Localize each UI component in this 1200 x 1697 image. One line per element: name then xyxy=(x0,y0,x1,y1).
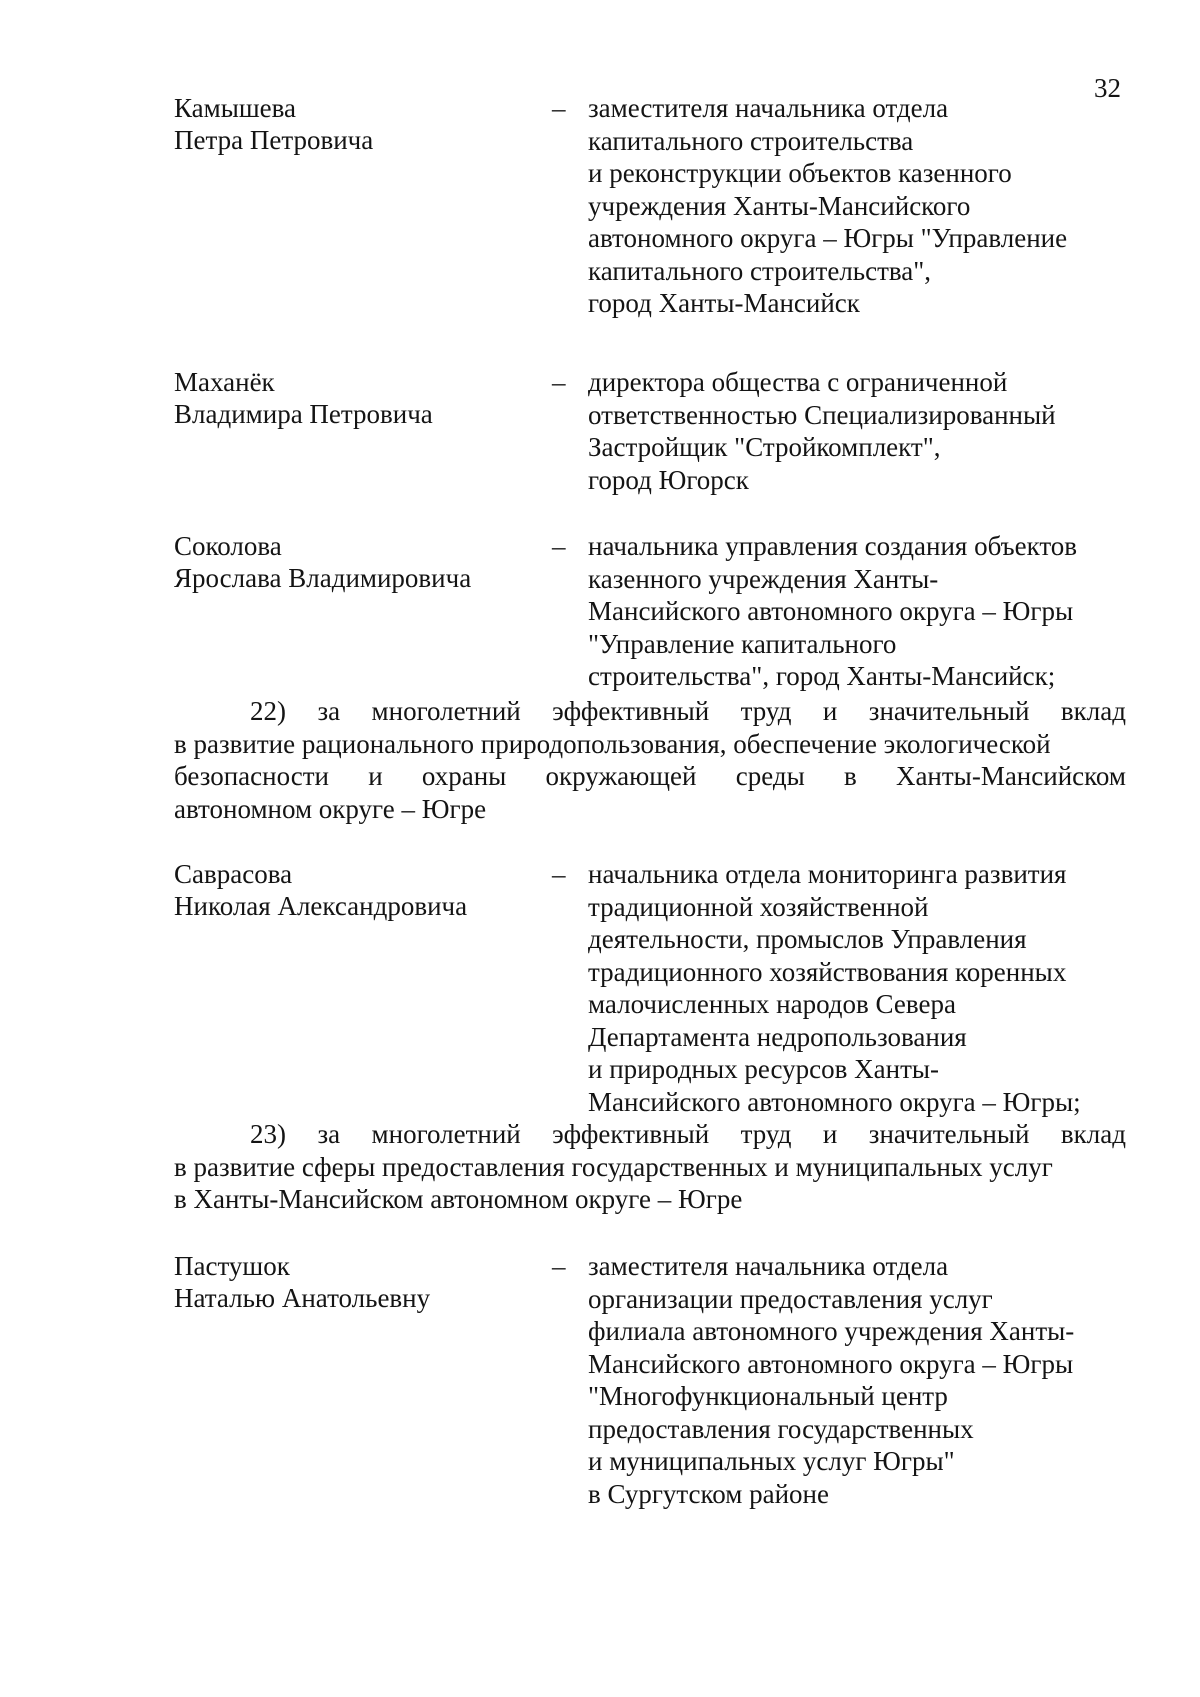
person-name xyxy=(174,858,534,922)
paragraph-text: в развитие рационального природопользования, обеспечение экологической xyxy=(174,728,1051,759)
position-line: в Сургутском районе xyxy=(588,1478,829,1509)
person-name xyxy=(174,530,534,594)
paragraph-word: труд xyxy=(740,696,792,726)
position-line: Застройщик "Стройкомплект", xyxy=(588,432,941,462)
dash-separator: – xyxy=(552,1251,566,1281)
person-given-names: Наталью Анатольевну xyxy=(174,1283,431,1313)
dash-separator: – xyxy=(552,531,566,561)
position-line: автономного округа – Югры "Управление xyxy=(588,223,1068,253)
paragraph-word: безопасности xyxy=(174,761,329,791)
position-line: традиционного хозяйствования коренных xyxy=(588,956,1067,987)
person-position xyxy=(588,530,1128,693)
paragraph-word: значительный xyxy=(868,696,1030,726)
position-line: Мансийского автономного округа – Югры; xyxy=(588,1086,1081,1117)
dash-separator: – xyxy=(552,93,566,123)
person-name xyxy=(174,366,534,430)
paragraph-word: 22) xyxy=(250,696,286,726)
position-line: деятельности, промыслов Управления xyxy=(588,924,1027,954)
position-line: и муниципальных услуг Югры" xyxy=(588,1446,955,1476)
position-line: учреждения Ханты-Мансийского xyxy=(588,190,971,221)
award-category-paragraph xyxy=(174,1118,1126,1216)
paragraph-word: вклад xyxy=(1060,696,1126,726)
position-line: город Югорск xyxy=(588,464,749,495)
person-surname: Саврасова xyxy=(174,859,293,889)
position-line: Мансийского автономного округа – Югры xyxy=(588,1348,1074,1379)
person-position xyxy=(588,1250,1128,1510)
position-line: заместителя начальника отдела xyxy=(588,1251,949,1281)
paragraph-line xyxy=(174,1151,1126,1184)
paragraph-word: Ханты-Мансийском xyxy=(895,761,1126,791)
paragraph-line xyxy=(174,760,1126,793)
paragraph-word: эффективный xyxy=(552,1119,710,1149)
paragraph-word: труд xyxy=(740,1119,792,1149)
position-line: организации предоставления услуг xyxy=(588,1283,993,1314)
paragraph-word: и xyxy=(822,1119,838,1149)
position-line: и реконструкции объектов казенного xyxy=(588,158,1012,188)
position-line: начальника управления создания объектов xyxy=(588,531,1078,561)
person-surname: Камышева xyxy=(174,93,297,123)
paragraph-word: охраны xyxy=(421,761,507,791)
person-given-names: Николая Александровича xyxy=(174,891,468,921)
position-line: строительства", город Ханты-Мансийск; xyxy=(588,661,1056,691)
position-line: ответственностью Специализированный xyxy=(588,399,1056,430)
position-line: предоставления государственных xyxy=(588,1413,974,1444)
paragraph-word: вклад xyxy=(1060,1119,1126,1149)
award-category-paragraph xyxy=(174,695,1126,825)
position-line: заместителя начальника отдела xyxy=(588,93,949,123)
person-given-names: Ярослава Владимировича xyxy=(174,563,472,593)
person-position xyxy=(588,92,1128,320)
position-line: традиционной хозяйственной xyxy=(588,891,929,922)
person-position xyxy=(588,858,1128,1118)
position-line: директора общества с ограниченной xyxy=(588,367,1008,397)
position-line: филиала автономного учреждения Ханты- xyxy=(588,1316,1075,1346)
page-number: 32 xyxy=(1094,73,1121,103)
position-line: капитального строительства xyxy=(588,125,914,156)
position-line: "Многофункциональный центр xyxy=(588,1381,948,1411)
dash-separator: – xyxy=(552,367,566,397)
paragraph-word: среды xyxy=(735,761,805,791)
position-line: "Управление капитального xyxy=(588,628,897,659)
position-line: малочисленных народов Севера xyxy=(588,989,956,1019)
position-line: казенного учреждения Ханты- xyxy=(588,563,939,594)
paragraph-line xyxy=(174,728,1126,761)
paragraph-word: окружающей xyxy=(545,761,697,791)
paragraph-first-line xyxy=(174,1118,1126,1151)
paragraph-word: за xyxy=(317,1119,341,1149)
position-line: город Ханты-Мансийск xyxy=(588,288,860,318)
person-surname: Соколова xyxy=(174,531,282,561)
paragraph-word: значительный xyxy=(868,1119,1030,1149)
position-line: Департамента недропользования xyxy=(588,1021,967,1052)
person-given-names: Петра Петровича xyxy=(174,125,374,155)
paragraph-word: эффективный xyxy=(552,696,710,726)
person-name xyxy=(174,1250,534,1314)
paragraph-last-line: автономном округе – Югре xyxy=(174,793,487,824)
dash-separator: – xyxy=(552,859,566,889)
paragraph-word: многолетний xyxy=(371,696,521,726)
person-surname: Маханёк xyxy=(174,367,275,397)
paragraph-word: за xyxy=(317,696,341,726)
paragraph-word: и xyxy=(368,761,383,791)
person-surname: Пастушок xyxy=(174,1251,290,1281)
position-line: начальника отдела мониторинга развития xyxy=(588,859,1067,889)
paragraph-word: в xyxy=(843,761,857,791)
paragraph-word: многолетний xyxy=(371,1119,521,1149)
position-line: капитального строительства", xyxy=(588,255,932,286)
person-position xyxy=(588,366,1128,496)
position-line: и природных ресурсов Ханты- xyxy=(588,1054,940,1084)
position-line: Мансийского автономного округа – Югры xyxy=(588,596,1074,626)
paragraph-first-line xyxy=(174,695,1126,728)
paragraph-last-line: в Ханты-Мансийском автономном округе – Югре xyxy=(174,1184,743,1214)
paragraph-word: и xyxy=(822,696,838,726)
paragraph-word: 23) xyxy=(250,1119,286,1149)
person-name xyxy=(174,92,534,156)
paragraph-text: в развитие сферы предоставления государственных и муниципальных услуг xyxy=(174,1151,1053,1182)
person-given-names: Владимира Петровича xyxy=(174,399,433,429)
